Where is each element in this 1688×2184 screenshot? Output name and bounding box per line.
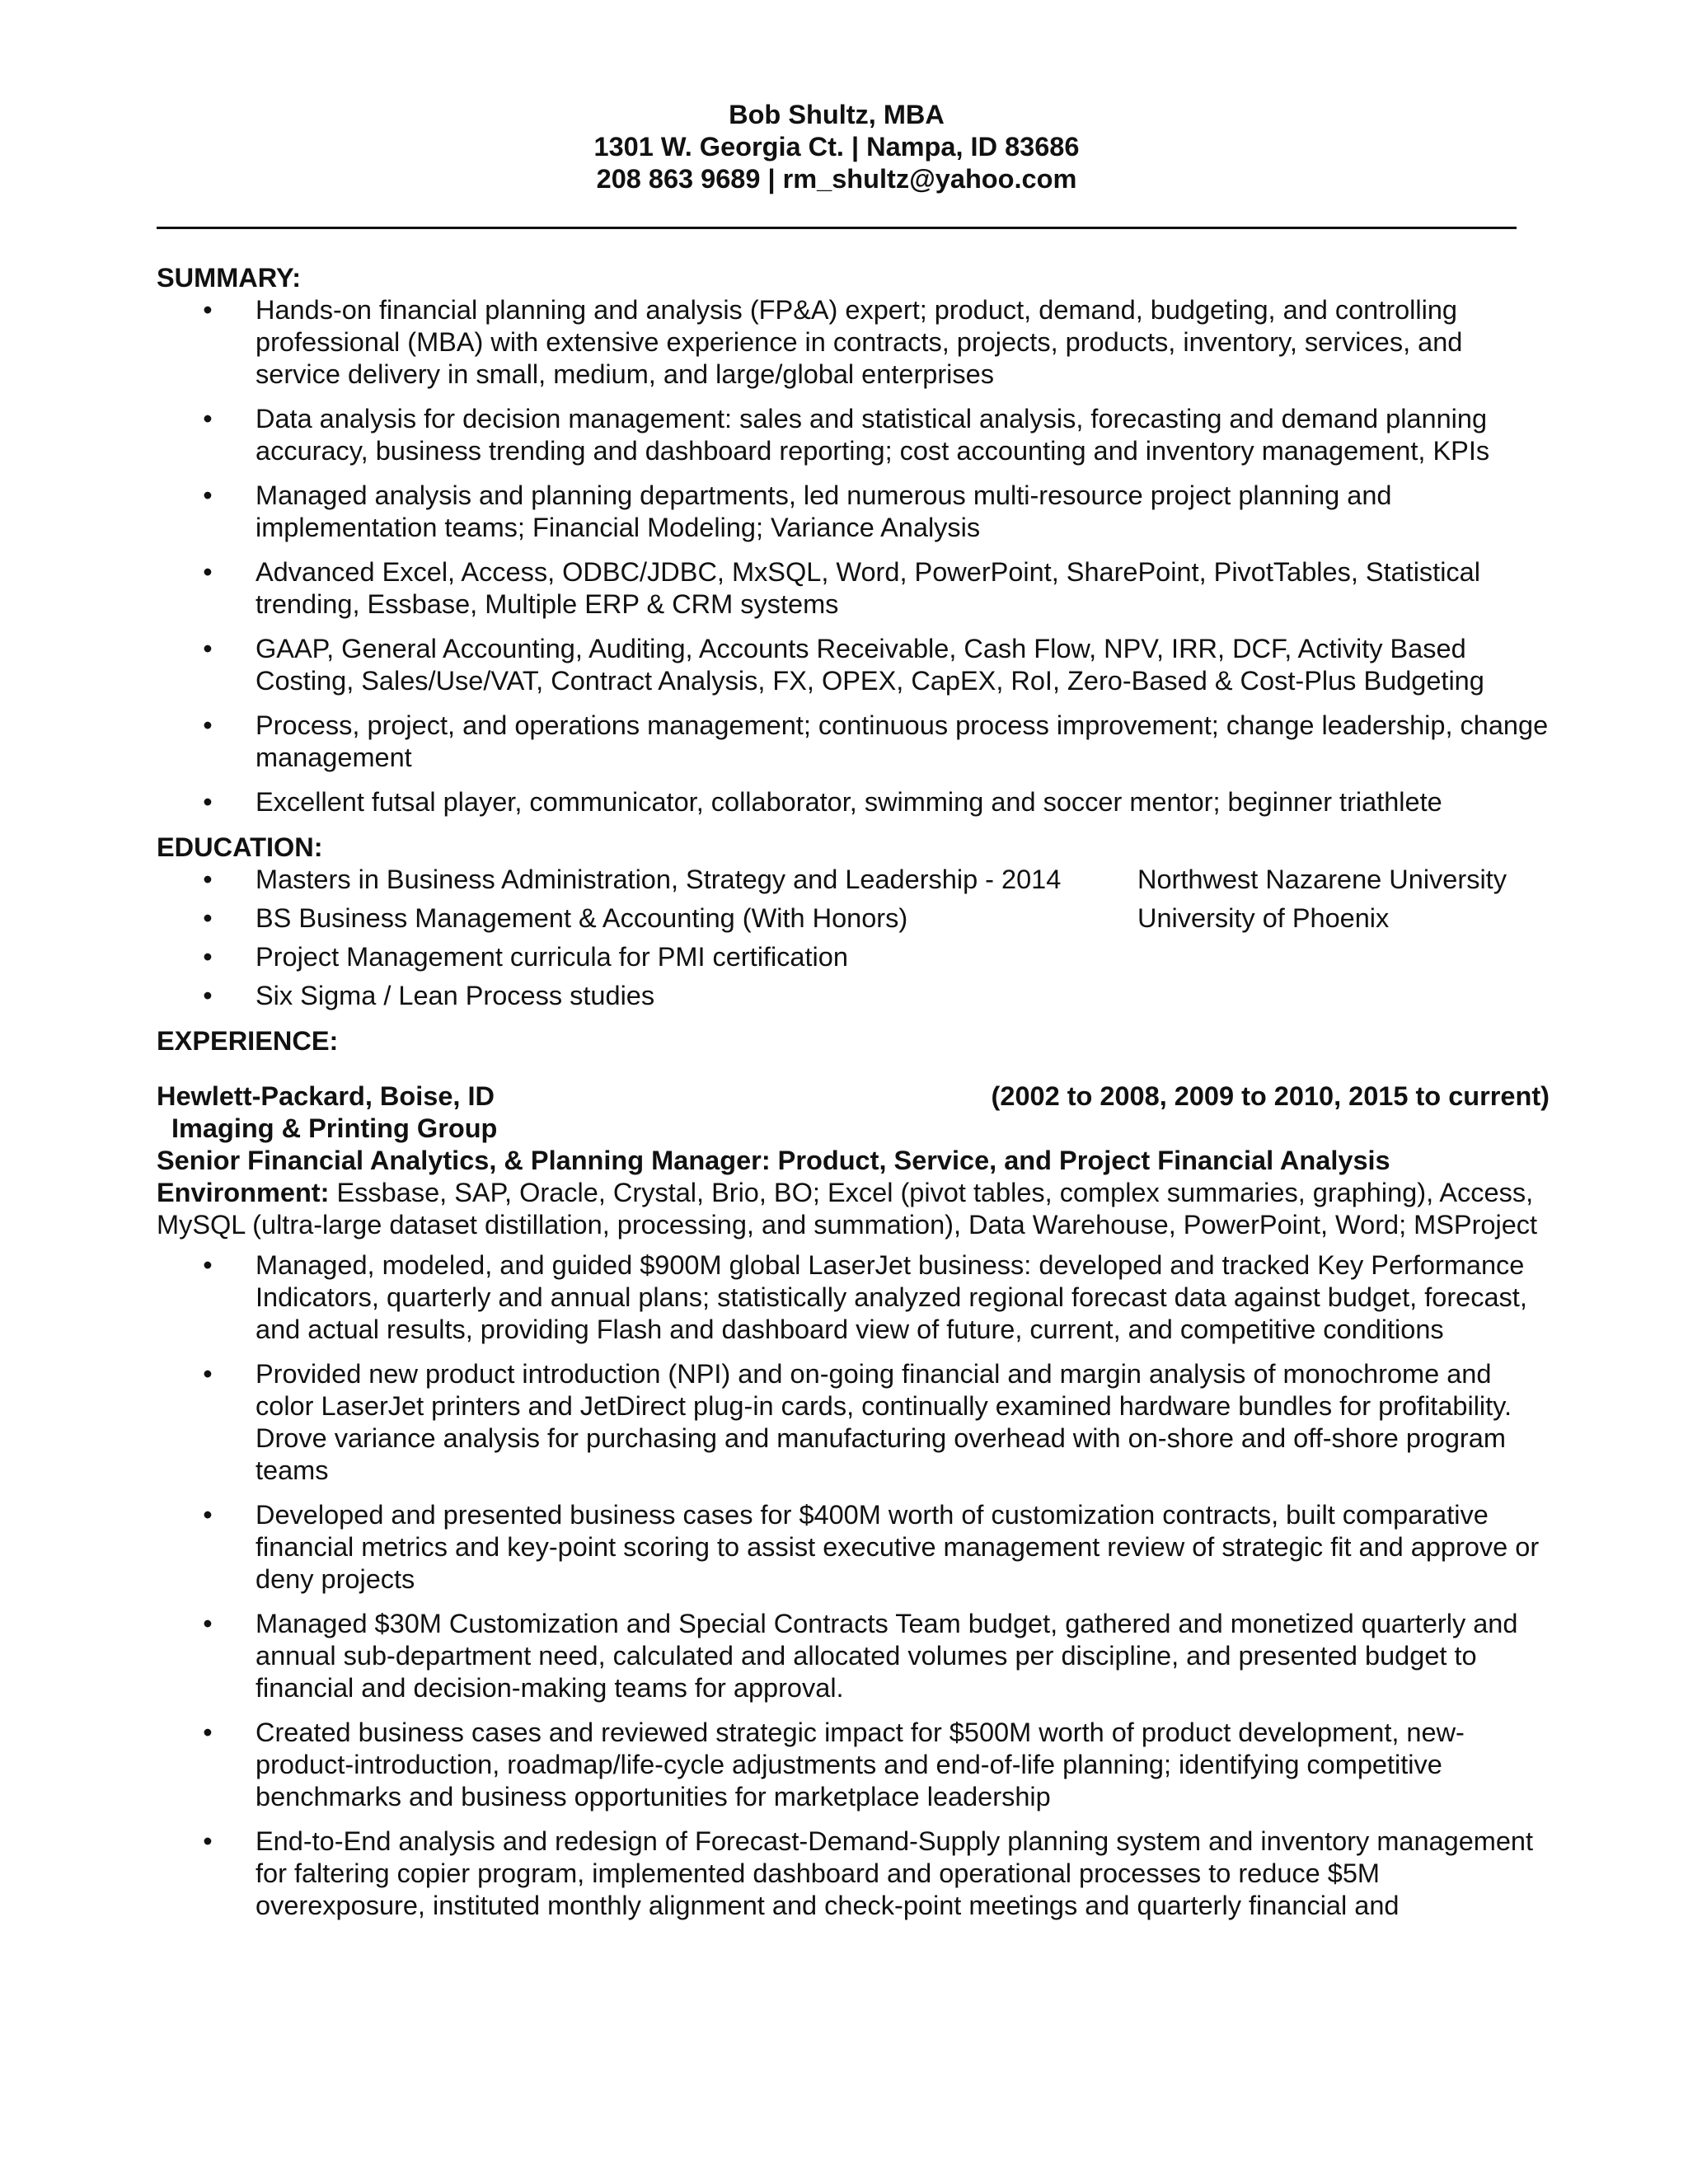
summary-section <box>157 262 1550 818</box>
resume-header <box>157 99 1517 195</box>
bullet-icon: • <box>203 942 213 972</box>
bullet-icon: • <box>203 865 213 894</box>
list-item <box>157 980 1550 1012</box>
education-heading: EDUCATION: <box>157 832 323 862</box>
bullet-icon: • <box>203 1359 213 1389</box>
bullet-icon: • <box>203 1500 213 1530</box>
education-school: University of Phoenix <box>1137 903 1390 933</box>
summary-text: GAAP, General Accounting, Auditing, Accounts Receivable, Cash Flow, NPV, IRR, DCF, Activity Based Costing, Sales/Use/VAT, Contract Analysis, FX, OPEX, CapEX, RoI, Zero-Based & Cost-Plus Budgeting <box>256 634 1484 696</box>
list-item <box>157 294 1550 391</box>
list-item <box>157 1358 1550 1487</box>
job-employer: Hewlett-Packard, Boise, ID <box>157 1081 495 1111</box>
bullet-icon: • <box>203 634 213 663</box>
job-title: Senior Financial Analytics, & Planning Manager: Product, Service, and Project Financial Analysis <box>157 1146 1390 1175</box>
experience-heading: EXPERIENCE: <box>157 1026 339 1056</box>
experience-text: Managed $30M Customization and Special Contracts Team budget, gathered and monetized quarterly and annual sub-department need, calculated and allocated volumes per discipline, and presented budget to financial and decision-making teams for approval. <box>256 1609 1518 1703</box>
experience-section <box>157 1025 1550 1922</box>
candidate-address: 1301 W. Georgia Ct. | Nampa, ID 83686 <box>593 132 1080 162</box>
list-item <box>157 1825 1550 1922</box>
bullet-icon: • <box>203 981 213 1010</box>
summary-text: Excellent futsal player, communicator, collaborator, swimming and soccer mentor; beginner triathlete <box>256 787 1442 817</box>
experience-text: Developed and presented business cases for $400M worth of customization contracts, built comparative financial metrics and key-point scoring to assist executive management review of strategic fit and approve or deny projects <box>256 1500 1540 1594</box>
experience-text: Provided new product introduction (NPI) and on-going financial and margin analysis of monochrome and color LaserJet printers and JetDirect plug-in cards, continually examined hardware bundles for profitability. Drove variance analysis for purchasing and manufacturing overhead with on-shore and off-shore program teams <box>256 1359 1512 1485</box>
candidate-name: Bob Shultz, MBA <box>729 100 945 129</box>
summary-heading: SUMMARY: <box>157 263 302 293</box>
environment-text: Essbase, SAP, Oracle, Crystal, Brio, BO; Excel (pivot tables, complex summaries, graphing), Access, MySQL (ultra-large dataset distillation, processing, and summation), Data Warehouse, PowerPoint, Word; MSProject <box>157 1178 1538 1240</box>
experience-text: End-to-End analysis and redesign of Forecast-Demand-Supply planning system and inventory management for faltering copier program, implemented dashboard and operational processes to reduce $5M overexposure, instituted monthly alignment and check-point meetings and quarterly financial and <box>256 1826 1534 1920</box>
education-degree: BS Business Management & Accounting (With Honors) <box>256 903 908 933</box>
bullet-icon: • <box>203 1718 213 1747</box>
list-item <box>157 864 1550 896</box>
experience-list <box>157 1249 1550 1922</box>
list-item <box>157 1249 1550 1346</box>
summary-text: Managed analysis and planning departments, led numerous multi-resource project planning and implementation teams; Financial Modeling; Variance Analysis <box>256 480 1392 542</box>
bullet-icon: • <box>203 295 213 325</box>
bullet-icon: • <box>203 480 213 510</box>
list-item <box>157 403 1550 467</box>
summary-text: Advanced Excel, Access, ODBC/JDBC, MxSQL, Word, PowerPoint, SharePoint, PivotTables, Statistical trending, Essbase, Multiple ERP & CRM systems <box>256 557 1480 619</box>
bullet-icon: • <box>203 903 213 933</box>
header-divider <box>157 227 1517 229</box>
job-dates: (2002 to 2008, 2009 to 2010, 2015 to current) <box>991 1081 1550 1111</box>
list-item <box>157 941 1550 973</box>
list-item <box>157 556 1550 621</box>
education-degree: Project Management curricula for PMI certification <box>256 942 848 972</box>
bullet-icon: • <box>203 1609 213 1638</box>
bullet-icon: • <box>203 710 213 740</box>
environment-label: Environment: <box>157 1178 330 1207</box>
bullet-icon: • <box>203 557 213 587</box>
summary-text: Process, project, and operations management; continuous process improvement; change leadership, change management <box>256 710 1549 772</box>
list-item <box>157 1499 1550 1596</box>
education-school: Northwest Nazarene University <box>1137 865 1507 894</box>
list-item <box>157 1608 1550 1704</box>
job-header <box>157 1080 1550 1113</box>
education-degree: Masters in Business Administration, Strategy and Leadership - 2014 <box>256 865 1062 894</box>
bullet-icon: • <box>203 787 213 817</box>
education-section <box>157 832 1550 1012</box>
job-group: Imaging & Printing Group <box>171 1113 498 1143</box>
education-degree: Six Sigma / Lean Process studies <box>256 981 655 1010</box>
candidate-contact: 208 863 9689 | rm_shultz@yahoo.com <box>596 164 1077 194</box>
list-item <box>157 480 1550 544</box>
summary-text: Data analysis for decision management: sales and statistical analysis, forecasting and demand planning accuracy, business trending and dashboard reporting; cost accounting and inventory management, KPIs <box>256 404 1490 466</box>
bullet-icon: • <box>203 1826 213 1856</box>
summary-text: Hands-on financial planning and analysis (FP&A) expert; product, demand, budgeting, and controlling professional (MBA) with extensive experience in contracts, projects, products, inventory, services, and service delivery in small, medium, and large/global enterprises <box>256 295 1463 389</box>
list-item <box>157 633 1550 697</box>
list-item <box>157 1717 1550 1813</box>
list-item <box>157 786 1550 818</box>
education-list <box>157 864 1550 1012</box>
experience-text: Managed, modeled, and guided $900M global LaserJet business: developed and tracked Key Performance Indicators, quarterly and annual plans; statistically analyzed regional forecast data against budget, forecast, and actual results, providing Flash and dashboard view of future, current, and competitive conditions <box>256 1250 1527 1344</box>
job-environment <box>157 1177 1550 1241</box>
experience-text: Created business cases and reviewed strategic impact for $500M worth of product development, new-product-introduction, roadmap/life-cycle adjustments and end-of-life planning; identifying competitive benchmarks and business opportunities for marketplace leadership <box>256 1718 1465 1811</box>
list-item <box>157 902 1550 935</box>
summary-list <box>157 294 1550 818</box>
resume-body <box>157 262 1550 1934</box>
list-item <box>157 710 1550 774</box>
bullet-icon: • <box>203 1250 213 1280</box>
bullet-icon: • <box>203 404 213 434</box>
